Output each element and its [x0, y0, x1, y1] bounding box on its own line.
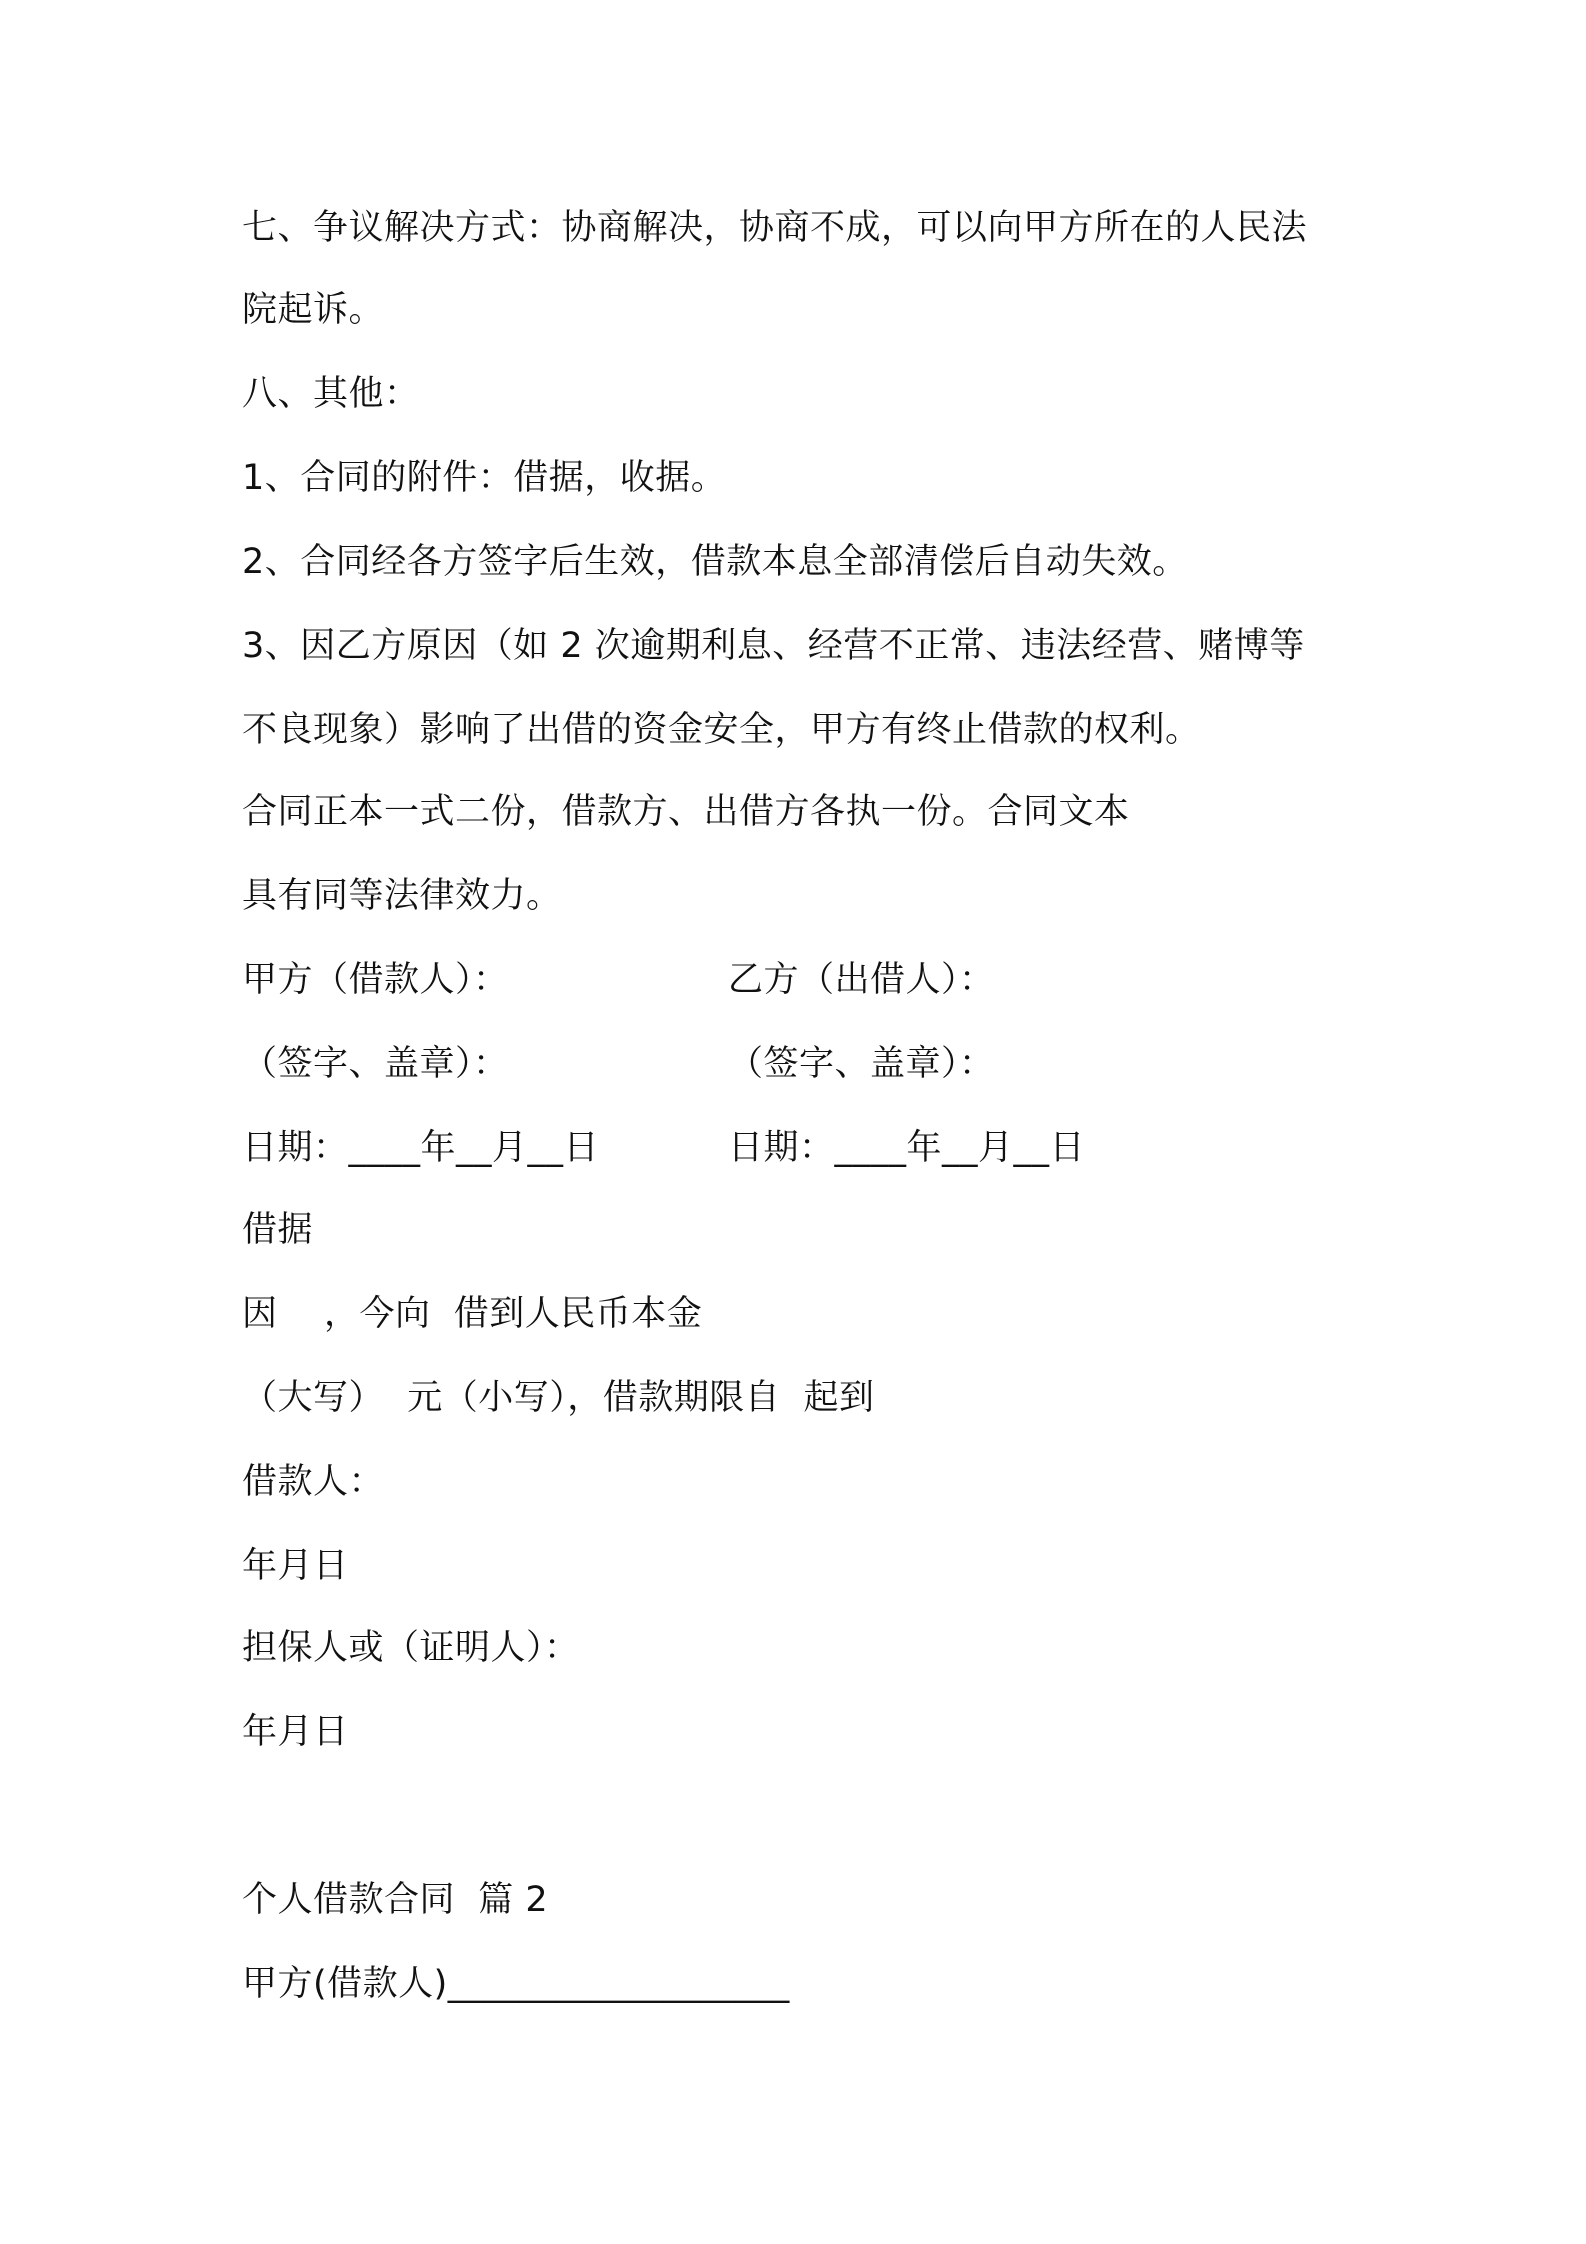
party-a-sign-label: （签字、盖章）： — [242, 1044, 509, 1084]
iou-borrower-date: 年月日 — [242, 1546, 349, 1586]
iou-guarantor-label: 担保人或（证明人）： — [242, 1628, 580, 1668]
iou-guarantor-date: 年月日 — [242, 1712, 349, 1752]
iou-borrower-label: 借款人： — [242, 1462, 385, 1502]
party-a-date: 日期：____年__月__日 — [242, 1128, 600, 1168]
copies-line-1: 合同正本一式二份，借款方、出借方各执一份。合同文本 — [242, 792, 1130, 832]
copies-line-2: 具有同等法律效力。 — [242, 876, 562, 916]
clause-8-item-1: 1、合同的附件：借据，收据。 — [242, 458, 727, 498]
iou-line-1: 因 ，今向 借到人民币本金 — [242, 1294, 703, 1334]
clause-8-item-3-line-2: 不良现象）影响了出借的资金安全，甲方有终止借款的权利。 — [242, 710, 1201, 750]
iou-line-2: （大写） 元（小写），借款期限自 起到 — [242, 1378, 875, 1418]
party-b-sign-label: （签字、盖章）： — [728, 1044, 995, 1084]
clause-8-heading: 八、其他： — [242, 374, 420, 414]
section-2-heading: 个人借款合同 篇 2 — [242, 1880, 549, 1920]
clause-7-line-2: 院起诉。 — [242, 290, 385, 330]
party-b-label: 乙方（出借人）： — [728, 960, 995, 1000]
section-2-party-a-line: 甲方(借款人)___________________ — [242, 1964, 790, 2004]
iou-title: 借据 — [242, 1210, 314, 1250]
clause-7-line-1: 七、争议解决方式：协商解决，协商不成，可以向甲方所在的人民法 — [242, 208, 1308, 248]
clause-8-item-3-line-1: 3、因乙方原因（如 2 次逾期利息、经营不正常、违法经营、赌博等 — [242, 626, 1305, 666]
clause-8-item-2: 2、合同经各方签字后生效，借款本息全部清偿后自动失效。 — [242, 542, 1188, 582]
party-a-label: 甲方（借款人）： — [242, 960, 509, 1000]
party-b-date: 日期：____年__月__日 — [728, 1128, 1086, 1168]
